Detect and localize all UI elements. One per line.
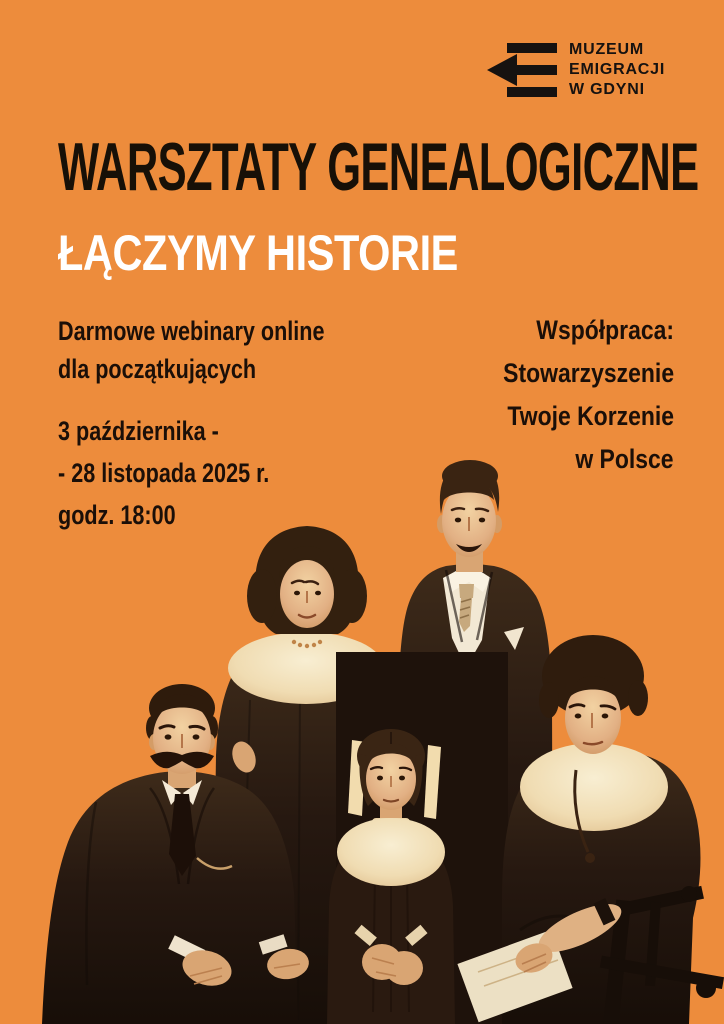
logo-text-line-2: EMIGRACJI bbox=[569, 61, 666, 78]
partner-line-2: Stowarzyszenie bbox=[503, 358, 674, 388]
schedule-line-3: godz. 18:00 bbox=[58, 500, 176, 530]
poster-subtitle-text: ŁĄCZYMY HISTORIE bbox=[58, 225, 458, 281]
partner-line-4: w Polsce bbox=[575, 444, 674, 474]
logo-text-line-1: MUZEUM bbox=[569, 41, 645, 58]
details-line-2: dla początkujących bbox=[58, 354, 257, 384]
partner-line-1: Współpraca: bbox=[536, 315, 674, 345]
partner-line-3: Twoje Korzenie bbox=[507, 401, 674, 431]
details-line-1: Darmowe webinary online bbox=[58, 316, 325, 346]
schedule-line-2: - 28 listopada 2025 r. bbox=[58, 458, 270, 488]
logo-text-line-3: W GDYNI bbox=[569, 81, 645, 98]
poster-title-text: WARSZTATY GENEALOGICZNE bbox=[58, 129, 699, 205]
schedule-line-1: 3 października - bbox=[58, 416, 219, 446]
